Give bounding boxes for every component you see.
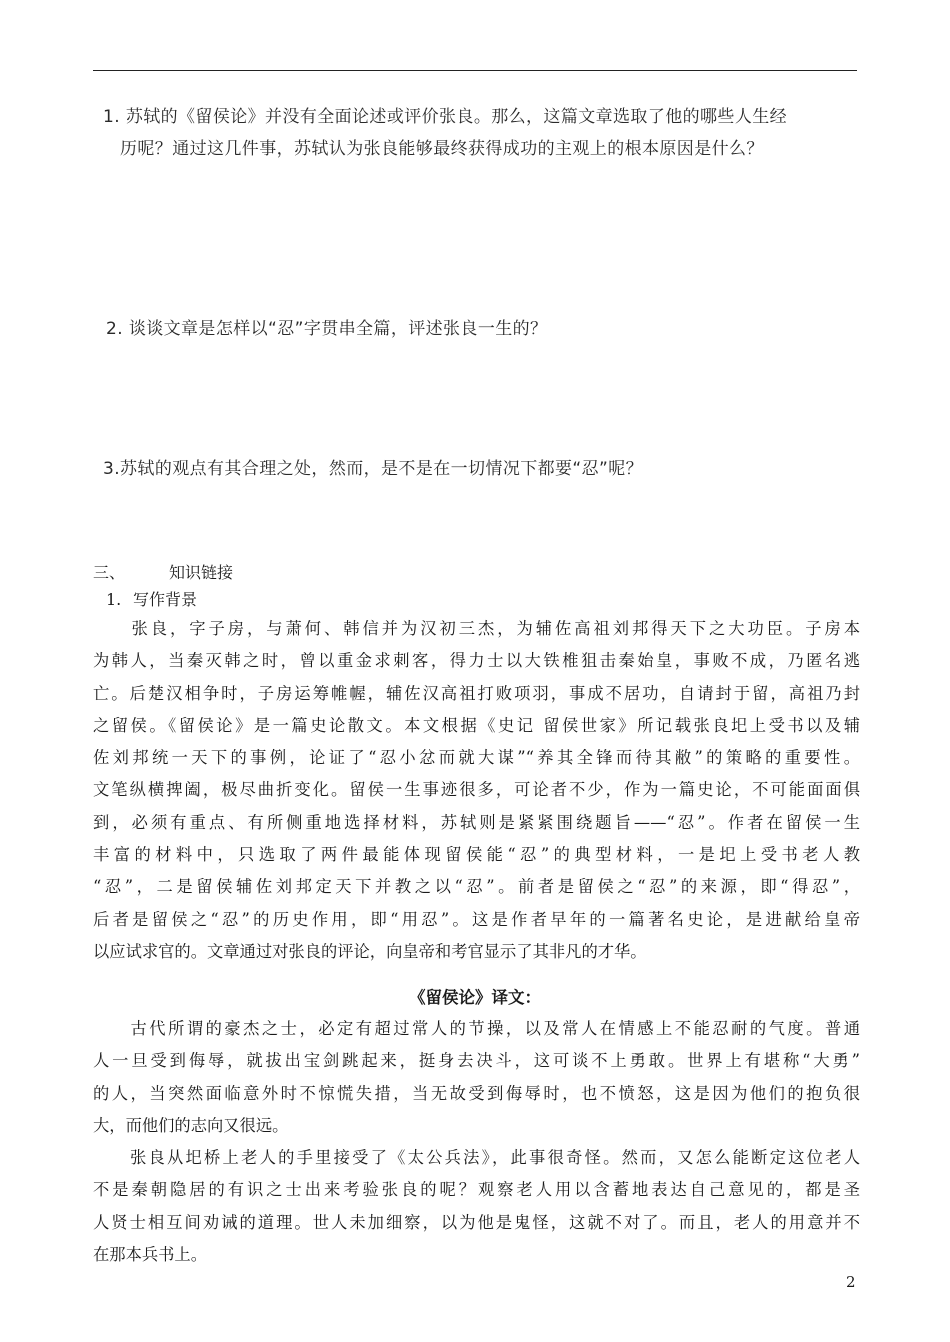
subsection-heading — [106, 587, 197, 613]
paragraph-line: 张良从圯桥上老人的手里接受了《太公兵法》，此事很奇怪。然而，又怎么能断定这位老人 — [93, 1148, 860, 1167]
translation-paragraph-1 — [93, 1013, 860, 1142]
subsection-number: 1. — [106, 590, 122, 609]
paragraph-line: 以应试求官的。文章通过对张良的评论，向皇帝和考官显示了其非凡的才华。 — [93, 941, 647, 961]
paragraph-line: 大，而他们的志向又很远。 — [93, 1115, 289, 1135]
question-2: 2. 谈谈文章是怎样以“忍”字贯串全篇，评述张良一生的？ — [106, 319, 548, 339]
translation-title: 《留侯论》译文： — [409, 988, 541, 1007]
paragraph-line: 佐刘邦统一天下的事例，论证了“忍小忿而就大谋”“养其全锋而待其敝”的策略的重要性。 — [93, 748, 860, 768]
section-heading — [93, 560, 233, 586]
paragraph-line: 人贤士相互间劝诫的道理。世人未加细察，以为他是鬼怪，这就不对了。而且，老人的用意并不 — [93, 1212, 860, 1232]
page-number: 2 — [846, 1273, 856, 1291]
section-number: 三、 — [93, 563, 126, 582]
paragraph-line: 人一旦受到侮辱，就拔出宝剑跳起来，挺身去决斗，这可谈不上勇敢。世界上有堪称“大勇” — [93, 1051, 860, 1071]
paragraph-line: 文笔纵横捭阖，极尽曲折变化。留侯一生事迹很多，可论者不少，作为一篇史论，不可能面面俱 — [93, 780, 860, 800]
background-paragraph — [93, 613, 860, 968]
question-1-line-2: 历呢？通过这几件事，苏轼认为张良能够最终获得成功的主观上的根本原因是什么？ — [120, 139, 764, 159]
question-3: 3.苏轼的观点有其合理之处，然而，是不是在一切情况下都要“忍”呢？ — [103, 459, 644, 479]
header-rule — [93, 70, 857, 71]
paragraph-line: 为韩人，当秦灭韩之时，曾以重金求刺客，得力士以大铁椎狙击秦始皇，事败不成，乃匿名逃 — [93, 651, 860, 671]
question-1 — [103, 101, 863, 165]
translation-paragraph-2 — [93, 1142, 860, 1271]
paragraph-line: 亡。后楚汉相争时，子房运筹帷幄，辅佐汉高祖打败项羽，事成不居功，自请封于留，高祖乃封 — [93, 683, 860, 703]
paragraph-line: 后者是留侯之“忍”的历史作用，即“用忍”。这是作者早年的一篇著名史论，是进献给皇帝 — [93, 909, 860, 929]
question-1-line-1: 1. 苏轼的《留侯论》并没有全面论述或评价张良。那么，这篇文章选取了他的哪些人生经 — [103, 107, 788, 127]
paragraph-line: 古代所谓的豪杰之士，必定有超过常人的节操，以及常人在情感上不能忍耐的气度。普通 — [93, 1019, 860, 1038]
paragraph-line: 丰富的材料中，只选取了两件最能体现留侯能“忍”的典型材料，一是圯上受书老人教 — [93, 845, 860, 865]
subsection-title: 写作背景 — [133, 590, 198, 609]
paragraph-line: 的人，当突然面临意外时不惊慌失措，当无故受到侮辱时，也不愤怒，这是因为他们的抱负很 — [93, 1083, 860, 1103]
paragraph-line: 到，必须有重点、有所侧重地选择材料，苏轼则是紧紧围绕题旨——“忍”。作者在留侯一生 — [93, 812, 860, 832]
paragraph-line: “忍”，二是留侯辅佐刘邦定天下并教之以“忍”。前者是留侯之“忍”的来源，即“得忍”， — [93, 877, 860, 897]
paragraph-line: 不是秦朝隐居的有识之士出来考验张良的呢？观察老人用以含蓄地表达自己意见的，都是圣 — [93, 1180, 860, 1200]
section-title: 知识链接 — [169, 563, 234, 582]
paragraph-line: 张良，字子房，与萧何、韩信并为汉初三杰，为辅佐高祖刘邦得天下之大功臣。子房本 — [93, 619, 860, 638]
paragraph-line: 之留侯。《留侯论》是一篇史论散文。本文根据《史记 留侯世家》所记载张良圯上受书以及辅 — [93, 715, 860, 735]
paragraph-line: 在那本兵书上。 — [93, 1244, 207, 1264]
